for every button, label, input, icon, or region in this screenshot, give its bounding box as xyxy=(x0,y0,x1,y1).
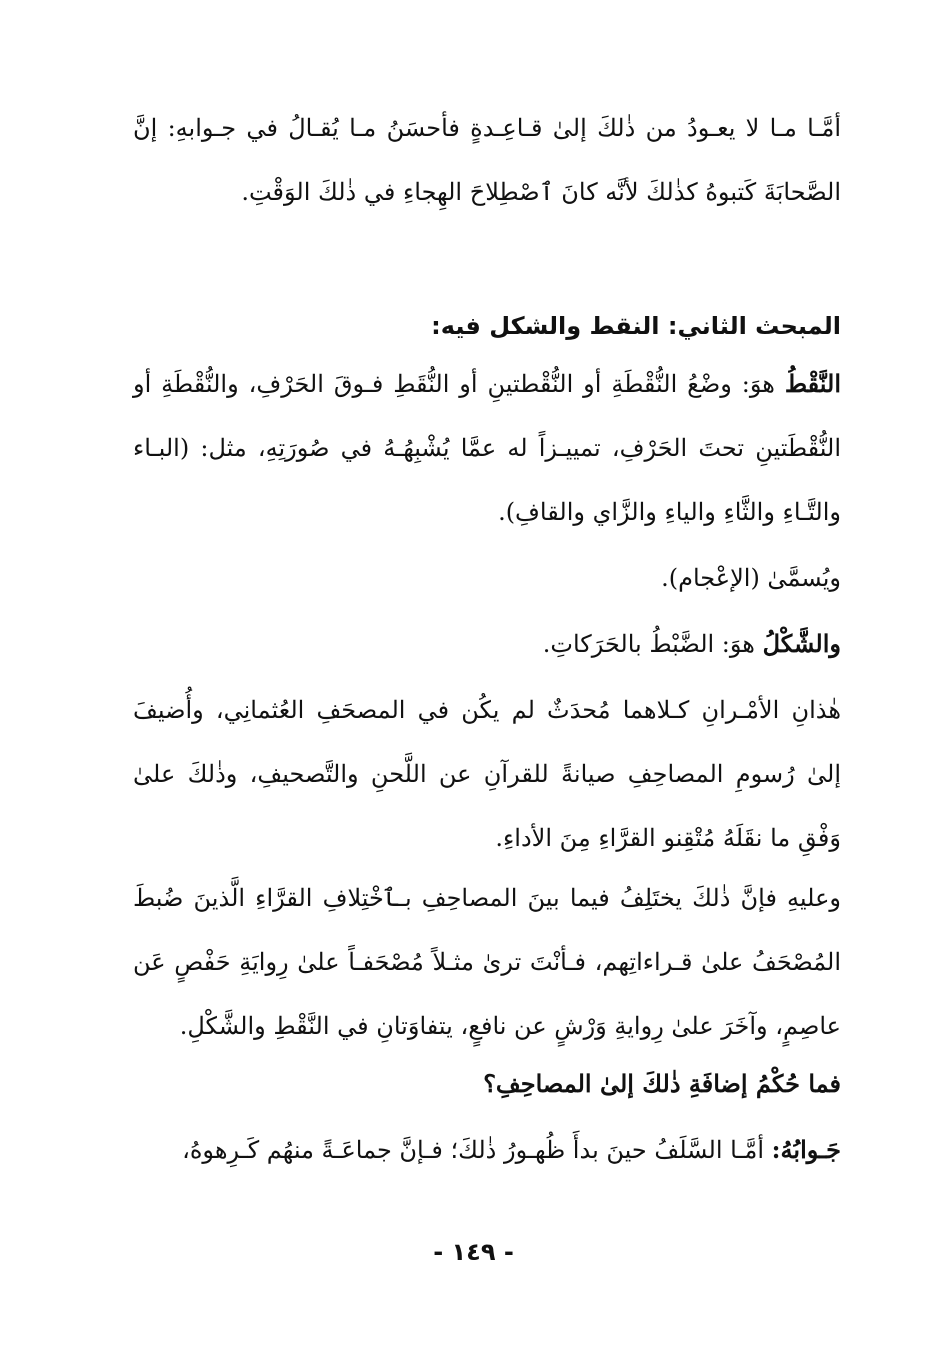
paragraph-ijam: ويُسمَّىٰ (الإعْجام). xyxy=(661,564,841,592)
paragraph-differences: وعليهِ فإنَّ ذٰلكَ يختَلِفُ فيما بينَ المصاحِفِ بـٱخْتِلافِ القرَّاءِ الَّذينَ ضُبطَ المُصْحَفُ علىٰ قـراءاتِهم، فـأنْتَ ترىٰ مثـلاً مُصْحَفـاً علىٰ رِوايَةِ حَفْصٍ عَن عاصِمٍ، وآخَرَ علىٰ رِوايةِ وَرْشٍ عن نافعٍ، يتفاوَتانِ في النَّقْطِ والشَّكْلِ. xyxy=(133,884,841,1040)
shakl-definition-text: هوَ: الضَّبْطُ بالحَرَكاتِ. xyxy=(542,630,763,658)
term-naqt: النَّقْطُ xyxy=(784,369,842,398)
section-heading: المبحث الثاني: النقط والشكل فيه: xyxy=(431,312,841,340)
term-answer: جَـوابُهُ: xyxy=(771,1135,841,1164)
page-number: - ١٤٩ - xyxy=(433,1238,514,1266)
paragraph-answer xyxy=(133,1118,841,1182)
naqt-definition-text: هوَ: وضْعُ النُّقْطَةِ أو النُّقْطتينِ أو النُّقَطِ فـوقَ الحَرْفِ، والنُّقْطَةِ أو النُّقْطَتينِ تحتَ الحَرْفِ، تمييـزاً له عمَّا يُشْبِهُـهُ في صُورَتِهِ، مثل: (البـاء والتَّـاءِ والثَّاءِ والياءِ والزَّاي والقافِ). xyxy=(133,370,841,526)
paragraph-naqt-definition xyxy=(133,352,841,544)
question-line: فما حُكْمُ إضافَةِ ذٰلكَ إلىٰ المصاحِفِ؟ xyxy=(483,1069,841,1098)
paragraph-shakl-definition xyxy=(133,612,841,676)
answer-text: أمَّـا السَّلَفُ حينَ بدأَ ظُهـورُ ذٰلكَ؛ فـإنَّ جماعَـةً منهُم كَـرِهوهُ، xyxy=(182,1136,772,1164)
term-shakl: والشَّكْلُ xyxy=(762,629,841,658)
paragraph-intro: أمَّـا مـا لا يعـودُ من ذٰلكَ إلىٰ قـاعِـدةٍ فأحسَنُ مـا يُقـالُ في جـوابهِ: إنَّ الصَّحابَةَ كَتبوهُ كذٰلكَ لأنَّه كانَ ٱصْطِلاحَ الهِجاءِ في ذٰلكَ الوَقْتِ. xyxy=(133,114,841,206)
paragraph-innovation: هٰذانِ الأمْـرانِ كـلاهما مُحدَثٌ لم يكُن في المصحَفِ العُثمانِي، وأُضيفَ إلىٰ رُسومِ المصاحِفِ صيانةً للقرآنِ عن اللَّحنِ والتَّصحيفِ، وذٰلكَ علىٰ وَفْقِ ما نقَلَهُ مُتْقِنو القرَّاءِ مِنَ الأداءِ. xyxy=(133,696,841,852)
